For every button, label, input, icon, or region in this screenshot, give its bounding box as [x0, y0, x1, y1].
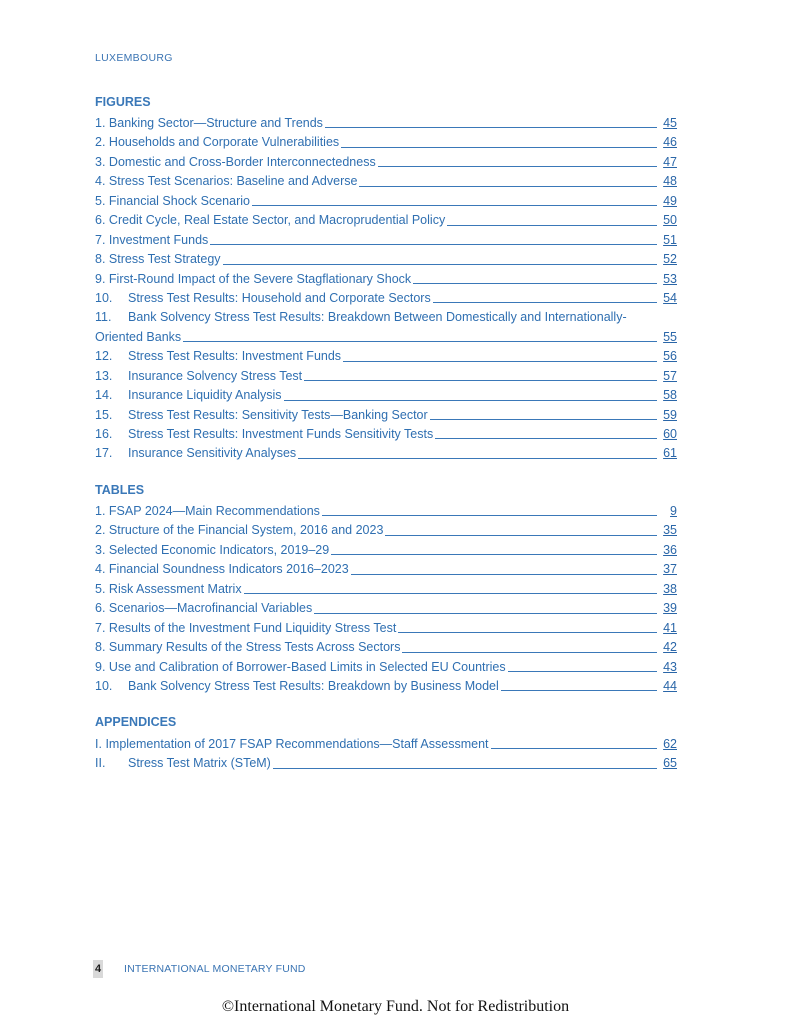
toc-entry-title: Stress Test Results: Sensitivity Tests—Banking Sector [128, 407, 428, 422]
toc-entry-label [95, 427, 435, 441]
toc-entry-title: Banking Sector—Structure and Trends [108, 116, 323, 130]
toc-entry-label [95, 756, 273, 770]
toc-entry[interactable] [95, 386, 677, 405]
footer-page-number: 4 [93, 960, 103, 978]
toc-entry-label [95, 582, 244, 596]
toc-entry-label [95, 504, 322, 518]
toc-page-link[interactable]: 49 [659, 192, 677, 211]
toc-entry-number: 1. [95, 504, 106, 518]
toc-entry-label [95, 660, 508, 674]
toc-entry[interactable] [95, 502, 677, 521]
appendices-list [95, 735, 677, 774]
toc-entry-number: 16. [95, 427, 113, 442]
toc-entry-label [95, 523, 385, 537]
toc-entry-number: 8. [95, 640, 106, 655]
toc-entry-label-line2: Oriented Banks [95, 329, 182, 344]
toc-page-link[interactable]: 58 [659, 386, 677, 405]
toc-entry-title: FSAP 2024—Main Recommendations [108, 504, 320, 518]
toc-entry-label [95, 135, 341, 149]
toc-entry-number: 5. [95, 581, 106, 596]
toc-entry-number: 7. [95, 620, 106, 635]
toc-entry-label [95, 601, 314, 615]
toc-entry-number: 3. [95, 542, 106, 557]
toc-entry[interactable] [95, 406, 677, 425]
toc-entry-label [95, 291, 433, 305]
toc-entry[interactable] [95, 754, 677, 773]
toc-entry-label [95, 155, 378, 169]
toc-entry[interactable] [95, 677, 677, 696]
toc-entry-label [95, 640, 402, 654]
toc-entry-number: 3. [95, 154, 106, 169]
toc-page-link[interactable]: 38 [659, 580, 677, 599]
toc-page-link[interactable]: 65 [659, 754, 677, 773]
toc-entry-title: Households and Corporate Vulnerabilities [108, 135, 340, 150]
figures-heading: FIGURES [95, 95, 151, 109]
toc-entry-title: Financial Shock Scenario [108, 193, 250, 208]
toc-entry-number: 9. [95, 271, 106, 286]
toc-entry-title: Stress Test Results: Investment Funds Sensitivity Tests [128, 427, 434, 442]
toc-entry-label [95, 308, 677, 327]
toc-page-link[interactable]: 36 [659, 541, 677, 560]
toc-entry-number: 15. [95, 407, 113, 422]
toc-entry-label [95, 194, 252, 208]
toc-entry-label [95, 233, 210, 247]
toc-entry-title: Stress Test Results: Investment Funds [128, 349, 342, 364]
toc-entry-title: Risk Assessment Matrix [108, 581, 242, 596]
toc-entry-title: Summary Results of the Stress Tests Across Sectors [108, 640, 401, 655]
toc-entry[interactable] [95, 133, 677, 152]
toc-entry-label [95, 174, 359, 188]
toc-entry-title: Implementation of 2017 FSAP Recommendations—Staff Assessment [105, 737, 489, 751]
toc-page-link[interactable]: 44 [659, 677, 677, 696]
toc-page-link[interactable]: 48 [659, 172, 677, 191]
toc-page-link[interactable]: 46 [659, 133, 677, 152]
toc-page-link[interactable]: 51 [659, 231, 677, 250]
toc-page-link[interactable]: 59 [659, 406, 677, 425]
toc-entry-number: 17. [95, 446, 113, 461]
toc-entry-number: 6. [95, 601, 106, 616]
figures-list [95, 114, 677, 464]
toc-entry-number: 9. [95, 659, 106, 674]
toc-entry-title: Selected Economic Indicators, 2019–29 [108, 542, 330, 557]
toc-entry-title: Stress Test Results: Household and Corporate Sectors [128, 290, 431, 305]
toc-entry[interactable] [95, 250, 677, 269]
toc-entry-label [95, 408, 430, 422]
toc-entry[interactable] [95, 619, 677, 638]
toc-entry-title: Insurance Solvency Stress Test [128, 368, 303, 383]
toc-entry-number: 1. [95, 116, 106, 130]
toc-entry-label [95, 213, 447, 227]
toc-page-link[interactable]: 35 [659, 521, 677, 540]
copyright-notice: ©International Monetary Fund. Not for Redistribution [221, 998, 570, 1015]
toc-entry[interactable] [95, 153, 677, 172]
toc-page-link[interactable]: 60 [659, 425, 677, 444]
toc-entry-label [95, 737, 491, 751]
toc-entry-number: I. [95, 737, 102, 751]
toc-entry-label [95, 562, 351, 576]
toc-entry-label [95, 446, 298, 460]
toc-entry-title: Bank Solvency Stress Test Results: Breakdown by Business Model [128, 678, 499, 693]
toc-entry[interactable] [95, 211, 677, 230]
toc-page-link[interactable]: 37 [659, 560, 677, 579]
toc-entry-number: 7. [95, 232, 106, 247]
running-header: LUXEMBOURG [95, 52, 173, 64]
toc-page-link[interactable]: 55 [659, 328, 677, 347]
toc-entry-label [95, 349, 343, 363]
toc-entry-title: Financial Soundness Indicators 2016–2023 [108, 562, 349, 577]
toc-entry[interactable] [95, 599, 677, 618]
toc-entry-number: 2. [95, 523, 106, 538]
toc-entry[interactable] [95, 541, 677, 560]
toc-entry-title: Insurance Liquidity Analysis [128, 388, 282, 403]
toc-page-link[interactable]: 61 [659, 444, 677, 463]
footer-publisher: INTERNATIONAL MONETARY FUND [124, 963, 306, 975]
toc-entry-number: 4. [95, 174, 106, 189]
toc-entry-title: Insurance Sensitivity Analyses [128, 446, 297, 461]
toc-entry-title: Stress Test Strategy [108, 252, 221, 267]
toc-entry-label-line1: Bank Solvency Stress Test Results: Breakdown Between Domestically and Internationally- [128, 310, 627, 325]
toc-entry-number: 6. [95, 213, 106, 228]
toc-page-link[interactable]: 50 [659, 211, 677, 230]
toc-entry-title: Credit Cycle, Real Estate Sector, and Macroprudential Policy [108, 213, 446, 228]
tables-list [95, 502, 677, 696]
toc-page-link[interactable]: 43 [659, 658, 677, 677]
toc-entry[interactable] [95, 308, 677, 347]
toc-page-link[interactable]: 39 [659, 599, 677, 618]
toc-entry-number: II. [95, 756, 106, 771]
toc-entry[interactable] [95, 367, 677, 386]
toc-entry[interactable] [95, 580, 677, 599]
toc-entry-title: Use and Calibration of Borrower-Based Limits in Selected EU Countries [108, 659, 506, 674]
toc-entry[interactable] [95, 347, 677, 366]
toc-entry-label [95, 116, 325, 130]
toc-entry-label [95, 388, 284, 402]
toc-entry[interactable] [95, 658, 677, 677]
toc-entry[interactable] [95, 192, 677, 211]
toc-entry-number: 13. [95, 368, 113, 383]
toc-entry-label [95, 543, 331, 557]
toc-entry[interactable] [95, 425, 677, 444]
toc-entry-label [95, 369, 304, 383]
toc-entry-title: Investment Funds [108, 232, 209, 247]
toc-entry-label [95, 621, 398, 635]
toc-entry[interactable] [95, 289, 677, 308]
toc-entry-number: 2. [95, 135, 106, 150]
toc-entry-title: Stress Test Scenarios: Baseline and Adverse [108, 174, 358, 189]
toc-entry[interactable] [95, 638, 677, 657]
toc-entry-number: 11. [95, 310, 112, 325]
toc-page-link[interactable]: 41 [659, 619, 677, 638]
toc-entry-label [95, 252, 223, 266]
toc-page-link[interactable]: 56 [659, 347, 677, 366]
toc-page-link[interactable]: 9 [666, 502, 677, 521]
toc-entry-title: Structure of the Financial System, 2016 and 2023 [108, 523, 384, 538]
toc-entry-label [95, 272, 413, 286]
toc-page-link[interactable]: 57 [659, 367, 677, 386]
toc-entry-number: 10. [95, 290, 113, 305]
toc-page-link[interactable]: 53 [659, 270, 677, 289]
toc-entry[interactable] [95, 521, 677, 540]
toc-page-link[interactable]: 45 [659, 114, 677, 133]
toc-entry[interactable] [95, 560, 677, 579]
toc-entry-number: 14. [95, 388, 113, 403]
toc-entry-number: 5. [95, 193, 106, 208]
toc-entry-number: 4. [95, 562, 106, 577]
toc-entry-title: Results of the Investment Fund Liquidity Stress Test [108, 620, 397, 635]
toc-entry[interactable] [95, 444, 677, 463]
toc-entry[interactable] [95, 231, 677, 250]
toc-entry[interactable] [95, 114, 677, 133]
toc-page-link[interactable]: 62 [659, 735, 677, 754]
toc-entry-number: 8. [95, 252, 106, 267]
toc-entry-title: First-Round Impact of the Severe Stagflationary Shock [108, 271, 412, 286]
toc-page-link[interactable]: 42 [659, 638, 677, 657]
toc-entry-label [95, 679, 501, 693]
toc-page-link[interactable]: 54 [659, 289, 677, 308]
tables-heading: TABLES [95, 483, 145, 497]
appendices-heading: APPENDICES [95, 715, 177, 729]
toc-entry[interactable] [95, 735, 677, 754]
toc-entry-title: Scenarios—Macrofinancial Variables [108, 601, 313, 616]
toc-entry-number: 10. [95, 678, 113, 693]
toc-page-link[interactable]: 47 [659, 153, 677, 172]
toc-entry[interactable] [95, 270, 677, 289]
toc-page-link[interactable]: 52 [659, 250, 677, 269]
toc-entry-title: Domestic and Cross-Border Interconnectedness [108, 154, 376, 169]
toc-entry-number: 12. [95, 349, 113, 364]
toc-entry-title: Stress Test Matrix (STeM) [128, 756, 271, 771]
toc-entry[interactable] [95, 172, 677, 191]
